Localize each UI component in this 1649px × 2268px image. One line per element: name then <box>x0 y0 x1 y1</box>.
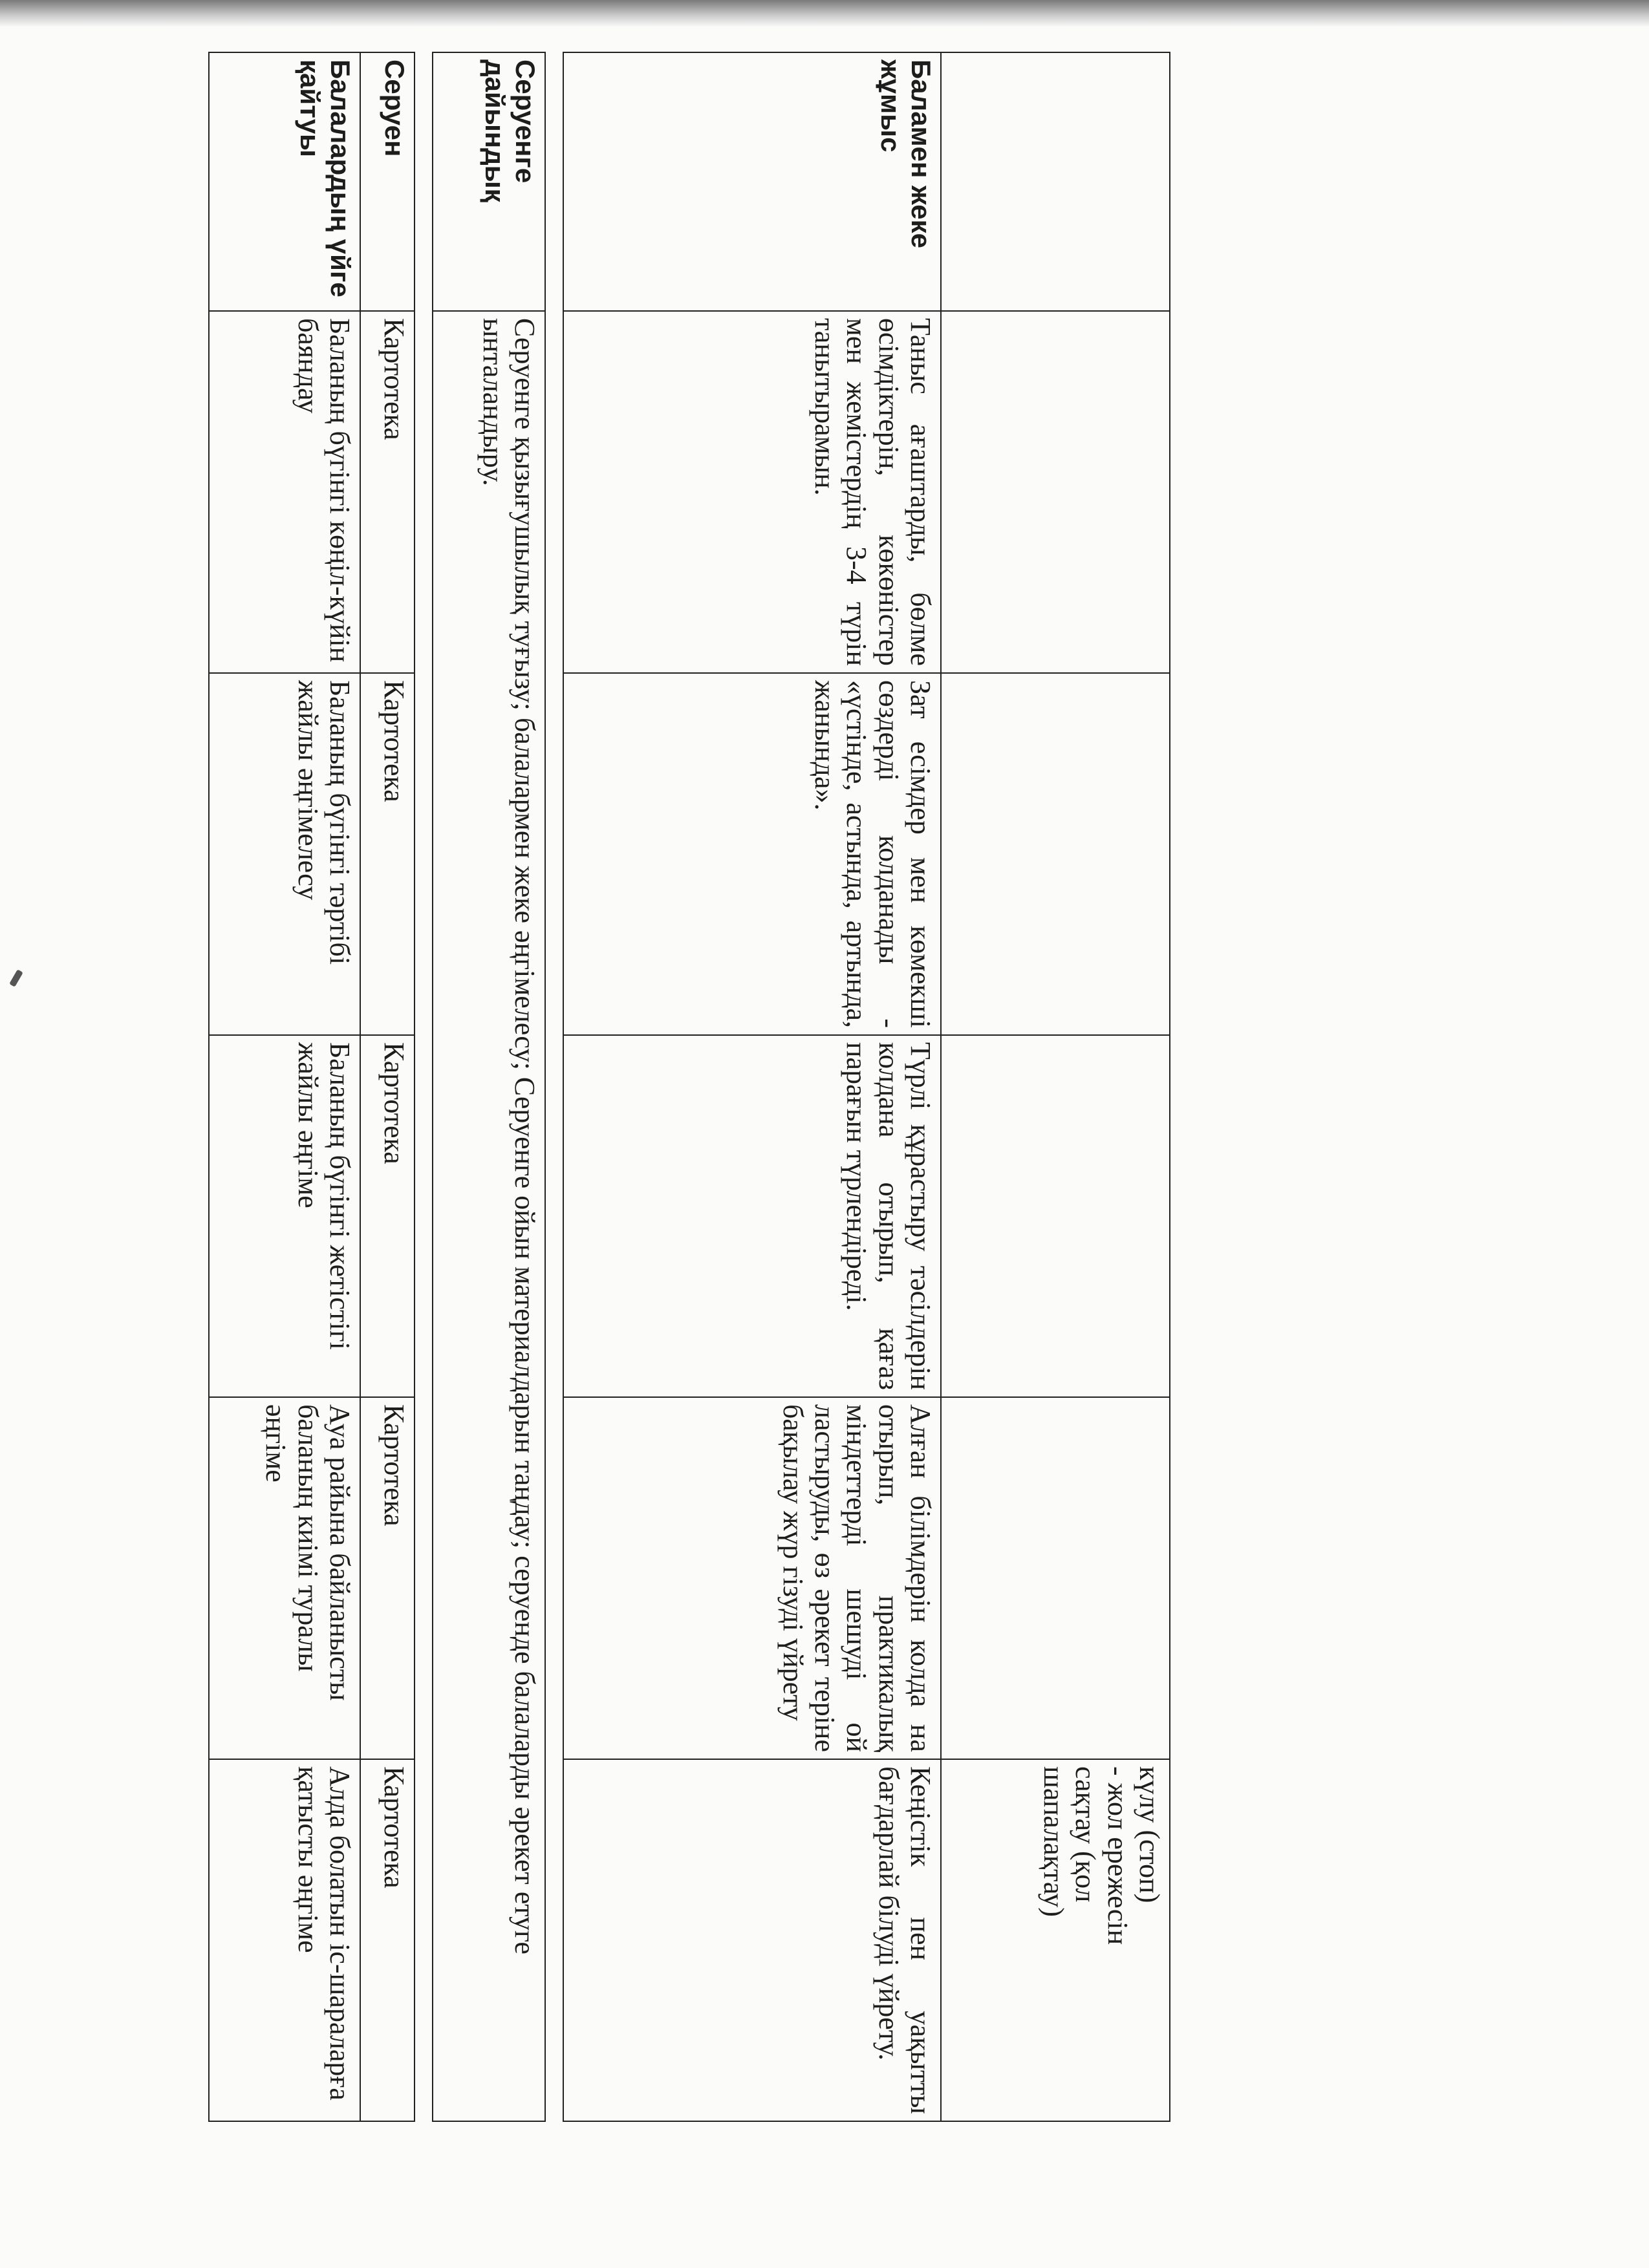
table-cell: Зат есімдер мен көмекші сөздерді колданады - «үстінде, астында, артында, жанында». <box>563 673 941 1035</box>
schedule-page <box>200 52 1170 2121</box>
table-cell: Ауа райына байланысты баланың киімі туралы әңгіме <box>209 1397 360 1759</box>
table-row-walk <box>360 52 415 2121</box>
row-label: Балалардың үйге қайтуы <box>209 52 360 311</box>
table-cell <box>941 673 1170 1035</box>
table-cell: Алған білімдерін колда на отырып, практикалық міндеттерді шешуді ой ластыруды, өз әрекет теріне бақылау жүр гізуді үйрету <box>563 1397 941 1759</box>
row-label: Баламен жеке жұмыс <box>563 52 941 311</box>
text-line: күлу (стоп) <box>1134 1766 1165 1903</box>
table-cell: Баланың бүгінгі жетістігі жайлы әңгіме <box>209 1035 360 1397</box>
scan-artifact <box>9 969 23 987</box>
table-row-continuation <box>941 52 1170 2121</box>
table-cell: Картотека <box>360 1035 415 1397</box>
table-row-walk-prep <box>433 52 545 2121</box>
text-line: - жол ережесін <box>1101 1766 1134 1945</box>
table-cell: Түрлі құрастыру тәсілдерін колдана отырып, қағаз парағын түрлендіреді. <box>563 1035 941 1397</box>
table-cell <box>941 1397 1170 1759</box>
table-cell: Картотека <box>360 1397 415 1759</box>
table-cell: Баланың бүгінгі тәртібі жайлы әңгімелесу <box>209 673 360 1035</box>
table-cell <box>941 311 1170 673</box>
table-gap <box>545 52 563 2121</box>
table-cell: Таныс ағаштарды, бөлме өсімдіктерін, көкөністер мен жемістердің 3-4 түрін танытырамын. <box>563 311 941 673</box>
row-label <box>941 52 1170 311</box>
table-cell <box>941 1035 1170 1397</box>
table-cell: Алда болатын іс-шараларға қатысты әңгіме <box>209 1759 360 2121</box>
table-cell: Баланың бүгінгі көңіл-күйін баяндау <box>209 311 360 673</box>
scan-top-edge <box>0 0 1649 27</box>
table-row-individual-work <box>563 52 941 2121</box>
row-label: Серуенге дайындық <box>433 52 545 311</box>
table-cell: Картотека <box>360 1759 415 2121</box>
text-line: сақтау (қол <box>1070 1766 1102 1903</box>
table-row-going-home <box>209 52 360 2121</box>
table-cell: Кеңістік пен уақытты бағдарлай білуді үйрету. <box>563 1759 941 2121</box>
table-cell: Картотека <box>360 673 415 1035</box>
table-gap <box>415 52 433 2121</box>
table-cell-continuation <box>941 1759 1170 2121</box>
schedule-table <box>208 52 1170 2122</box>
table-cell-merged: Серуенге қызығушылық туғызу; балалармен жеке әңгімелесу; Серуенге ойын материалдарын таңдау; серуенде балаларды әрекет етуге ынталандыру. <box>433 311 545 2121</box>
table-cell: Картотека <box>360 311 415 673</box>
row-label: Серуен <box>360 52 415 311</box>
text-line: шапалақтау) <box>1038 1766 1070 1917</box>
